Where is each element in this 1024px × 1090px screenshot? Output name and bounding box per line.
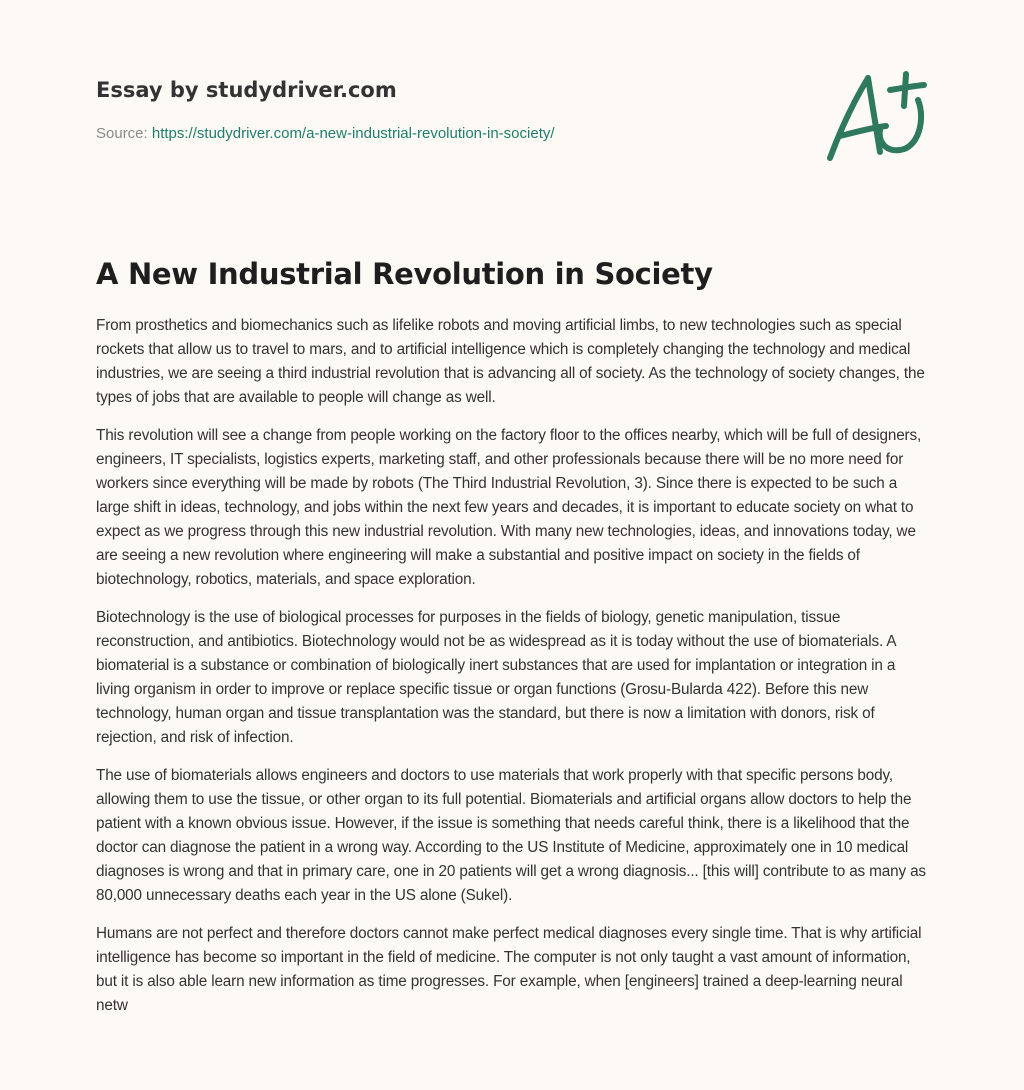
paragraph: Biotechnology is the use of biological processes for purposes in the fields of biology, genetic manipulation, tissue reconstruction, and antibiotics. Biotechnology would not be as widespread as it is today without the use of biomaterials. A biomaterial is a substance or combination of biologically inert substances that are used for implantation or integration in a living organism in order to improve or replace specific tissue or organ functions (Grosu-Bularda 422). Before this new technology, human organ and tissue transplantation was the standard, but there is now a limitation with donors, risk of rejection, and risk of infection.	[96, 609, 896, 746]
a-plus-grade-icon	[820, 66, 930, 166]
paragraph: This revolution will see a change from people working on the factory floor to the offices nearby, which will be full of designers, engineers, IT specialists, logistics experts, marketing staff, and other professionals because there will be no more need for workers since everything will be made by robots (The Third Industrial Revolution, 3). Since there is expected to be such a large shift in ideas, technology, and jobs within the next few years and decades, it is important to educate society on what to expect as we progress through this new industrial revolution. With many new technologies, ideas, and innovations today, we are seeing a new revolution where engineering will make a substantial and positive impact on society in the fields of biotechnology, robotics, materials, and space exploration.	[96, 427, 922, 588]
document-title: A New Industrial Revolution in Society	[96, 257, 713, 291]
paragraph: The use of biomaterials allows engineers and doctors to use materials that work properly with that specific persons body, allowing them to use the tissue, or other organ to its full potential. Biomaterials and artificial organs allow doctors to help the patient with a known obvious issue. However, if the issue is something that needs careful think, there is a likelihood that the doctor can diagnose the patient in a wrong way. According to the US Institute of Medicine, approximately one in 10 medical diagnoses is wrong and that in primary care, one in 20 patients will get a wrong diagnosis... [this will] contribute to as many as 80,000 unnecessary deaths each year in the US alone (Sukel).	[96, 767, 926, 904]
site-title: Essay by studydriver.com	[96, 78, 397, 102]
source-link[interactable]: https://studydriver.com/a-new-industrial-revolution-in-society/	[151, 125, 555, 142]
source-label: Source:	[96, 125, 152, 142]
paragraph: From prosthetics and biomechanics such as lifelike robots and moving artificial limbs, to new technologies such as special rockets that allow us to travel to mars, and to artificial intelligence which is completely changing the technology and medical industries, we are seeing a third industrial revolution that is advancing all of society. As the technology of society changes, the types of jobs that are available to people will change as well.	[96, 317, 925, 406]
essay-body	[96, 314, 930, 1032]
page-header	[96, 76, 796, 144]
paragraph: Humans are not perfect and therefore doctors cannot make perfect medical diagnoses every single time. That is why artificial intelligence has become so important in the field of medicine. The computer is not only taught a vast amount of information, but it is also able learn new information as time progresses. For example, when [engineers] trained a deep-learning neural netw	[96, 925, 922, 1014]
source-line	[96, 124, 796, 144]
